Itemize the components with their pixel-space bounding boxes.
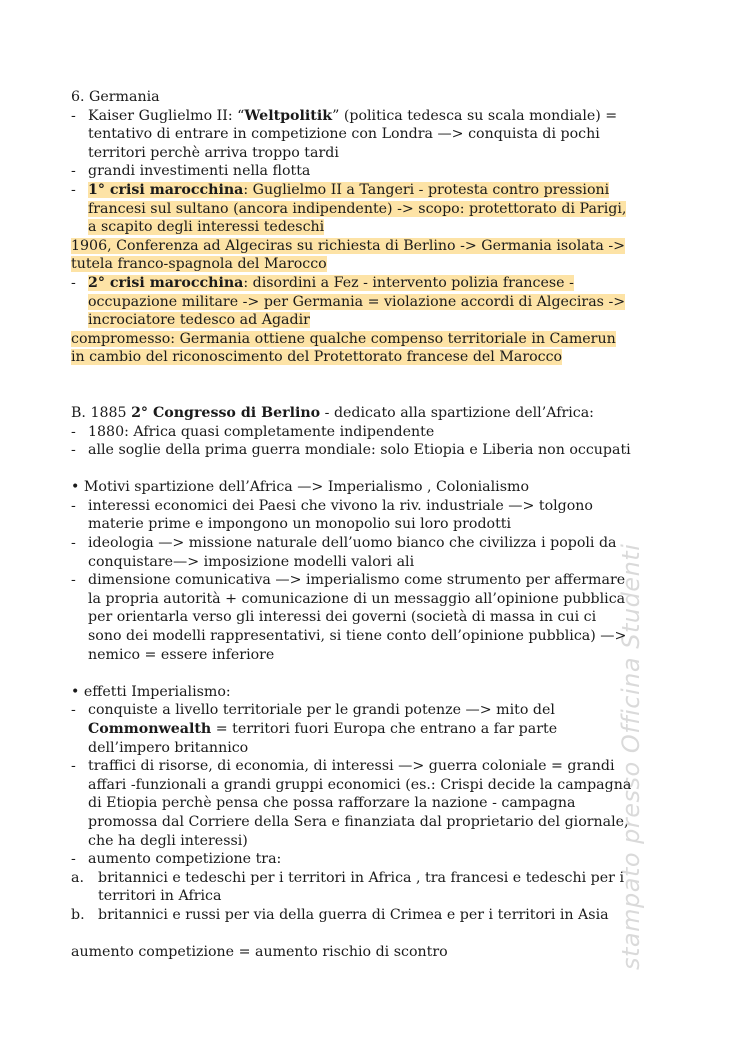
conquests-line-3: dell’impero britannico	[88, 739, 249, 756]
kaiser-line-3: territori perchè arriva troppo tardi	[88, 144, 339, 161]
list-item	[71, 423, 681, 442]
dash-marker: -	[71, 758, 76, 775]
dash-marker: -	[71, 423, 76, 440]
crisis-1-line-2: francesi sul sultano (ancora indipendente) -> scopo: protettorato di Parigi,	[88, 200, 627, 217]
dash-marker: -	[71, 274, 76, 291]
competition-b-line: britannici e russi per via della guerra di Crimea e per i territori in Asia	[98, 906, 609, 923]
dash-marker: -	[71, 107, 76, 124]
bullet-marker: •	[71, 683, 80, 700]
list-item-competition-b	[71, 906, 681, 925]
dash-marker: -	[71, 163, 76, 180]
algeciras-line-1: 1906, Conferenza ad Algeciras su richiesta di Berlino -> Germania isolata ->	[71, 237, 626, 254]
list-item-economic	[71, 497, 681, 534]
section-heading-motives	[71, 478, 681, 497]
fleet-text: grandi investimenti nella flotta	[88, 163, 311, 180]
conquests-line-2: = territori fuori Europa che entrano a far parte	[211, 721, 558, 737]
dash-marker: -	[71, 442, 76, 459]
crisis-1-line-3: a scapito degli interessi tedeschi	[88, 219, 325, 236]
motives-heading: Motivi spartizione dell’Africa —> Imperialismo , Colonialismo	[83, 479, 529, 496]
economic-line-2: materie prime e impongono un monopolio sui loro prodotti	[88, 516, 512, 533]
section-heading-germany: 6. Germania	[71, 89, 160, 105]
document-page	[71, 88, 681, 962]
weltpolitik-term: Weltpolitik	[244, 107, 333, 124]
list-item-competition-a	[71, 869, 681, 906]
section-heading-effects	[71, 683, 681, 702]
list-item-traffic	[71, 757, 681, 850]
traffic-line-4: promossa dal Corriere della Sera e finanziata dal proprietario del giornale,	[88, 813, 629, 830]
crisis-2-line-2: occupazione militare -> per Germania = violazione accordi di Algeciras ->	[88, 293, 626, 310]
berlin-congress-title: 2° Congresso di Berlino	[131, 404, 321, 421]
dash-marker: -	[71, 851, 76, 868]
berlin-prefix: B. 1885	[71, 404, 132, 421]
traffic-line-2: affari -funzionali a grandi gruppi economici (es.: Crispi decide la campagna	[88, 776, 632, 793]
competition-a-line-2: territori in Africa	[98, 888, 222, 905]
crisis-1-line-1: : Guglielmo II a Tangeri - protesta contro pressioni	[243, 181, 610, 198]
ideology-line-2: conquistare—> imposizione modelli valori ali	[88, 553, 415, 570]
section-heading-berlin	[71, 404, 681, 423]
watermark: stampato presso Officina Studenti	[617, 543, 645, 970]
dash-marker: -	[71, 181, 76, 198]
traffic-line-5: che ha degli interessi)	[88, 832, 248, 849]
crisis-2-line-1: : disordini a Fez - intervento polizia francese -	[243, 274, 574, 291]
list-item-fleet	[71, 162, 681, 181]
effects-heading: effetti Imperialismo:	[83, 683, 231, 700]
traffic-line-3: di Etiopia perchè pensa che possa rafforzare la nazione - campagna	[88, 795, 576, 812]
bullet-marker: •	[71, 479, 80, 496]
competition-a-line-1: britannici e tedeschi per i territori in Africa , tra francesi e tedeschi per i	[98, 869, 624, 886]
berlin-suffix: - dedicato alla spartizione dell’Africa:	[320, 404, 594, 421]
compromise-line-2: in cambio del riconoscimento del Protettorato francese del Marocco	[71, 349, 563, 366]
list-item-competition	[71, 850, 681, 869]
berlin-item-2: alle soglie della prima guerra mondiale: solo Etiopia e Liberia non occupati	[88, 442, 631, 459]
list-item-conquests	[71, 701, 681, 757]
list-item-kaiser	[71, 107, 681, 163]
dash-marker: -	[71, 702, 76, 719]
crisis-2-line-3: incrociatore tedesco ad Agadir	[88, 312, 310, 329]
crisis-1-title: 1° crisi marocchina	[88, 181, 244, 198]
communication-line-4: sono dei modelli rappresentativi, si tiene conto dell’opinione pubblica) —>	[88, 628, 627, 645]
compromise-line-1: compromesso: Germania ottiene qualche compenso territoriale in Camerun	[71, 330, 616, 347]
dash-marker: -	[71, 497, 76, 514]
communication-line-1: dimensione comunicativa —> imperialismo come strumento per affermare	[88, 572, 626, 589]
list-item-crisis-1	[71, 181, 681, 237]
dash-marker: -	[71, 535, 76, 552]
commonwealth-term: Commonwealth	[88, 721, 212, 737]
communication-line-2: la propria autorità + comunicazione di un messaggio all’opinione pubblica	[88, 590, 626, 607]
dash-marker: -	[71, 572, 76, 589]
list-item-communication	[71, 571, 681, 664]
competition-heading: aumento competizione tra:	[88, 851, 282, 868]
communication-line-3: per orientarla verso gli interessi dei governi (società di massa in cui ci	[88, 609, 597, 626]
letter-marker-b: b.	[71, 906, 85, 923]
ideology-line-1: ideologia —> missione naturale dell’uomo bianco che civilizza i popoli da	[88, 535, 617, 552]
crisis-2-title: 2° crisi marocchina	[88, 274, 244, 291]
communication-line-5: nemico = essere inferiore	[88, 646, 275, 663]
list-item-crisis-2	[71, 274, 681, 330]
list-item-ideology	[71, 534, 681, 571]
economic-line-1: interessi economici dei Paesi che vivono la riv. industriale —> tolgono	[88, 497, 593, 514]
kaiser-line-2: tentativo di entrare in competizione con Londra —> conquista di pochi	[88, 126, 600, 143]
list-item	[71, 441, 681, 460]
algeciras-line-2: tutela franco-spagnola del Marocco	[71, 256, 327, 273]
conquests-line-1: conquiste a livello territoriale per le grandi potenze —> mito del	[88, 702, 555, 719]
kaiser-prefix: Kaiser Guglielmo II: “	[88, 107, 245, 124]
letter-marker-a: a.	[71, 869, 84, 886]
conclusion-text: aumento competizione = aumento rischio di scontro	[71, 944, 448, 961]
traffic-line-1: traffici di risorse, di economia, di interessi —> guerra coloniale = grandi	[88, 758, 615, 775]
kaiser-suffix: ” (politica tedesca su scala mondiale) =	[332, 107, 618, 124]
berlin-item-1: 1880: Africa quasi completamente indipendente	[88, 423, 435, 440]
